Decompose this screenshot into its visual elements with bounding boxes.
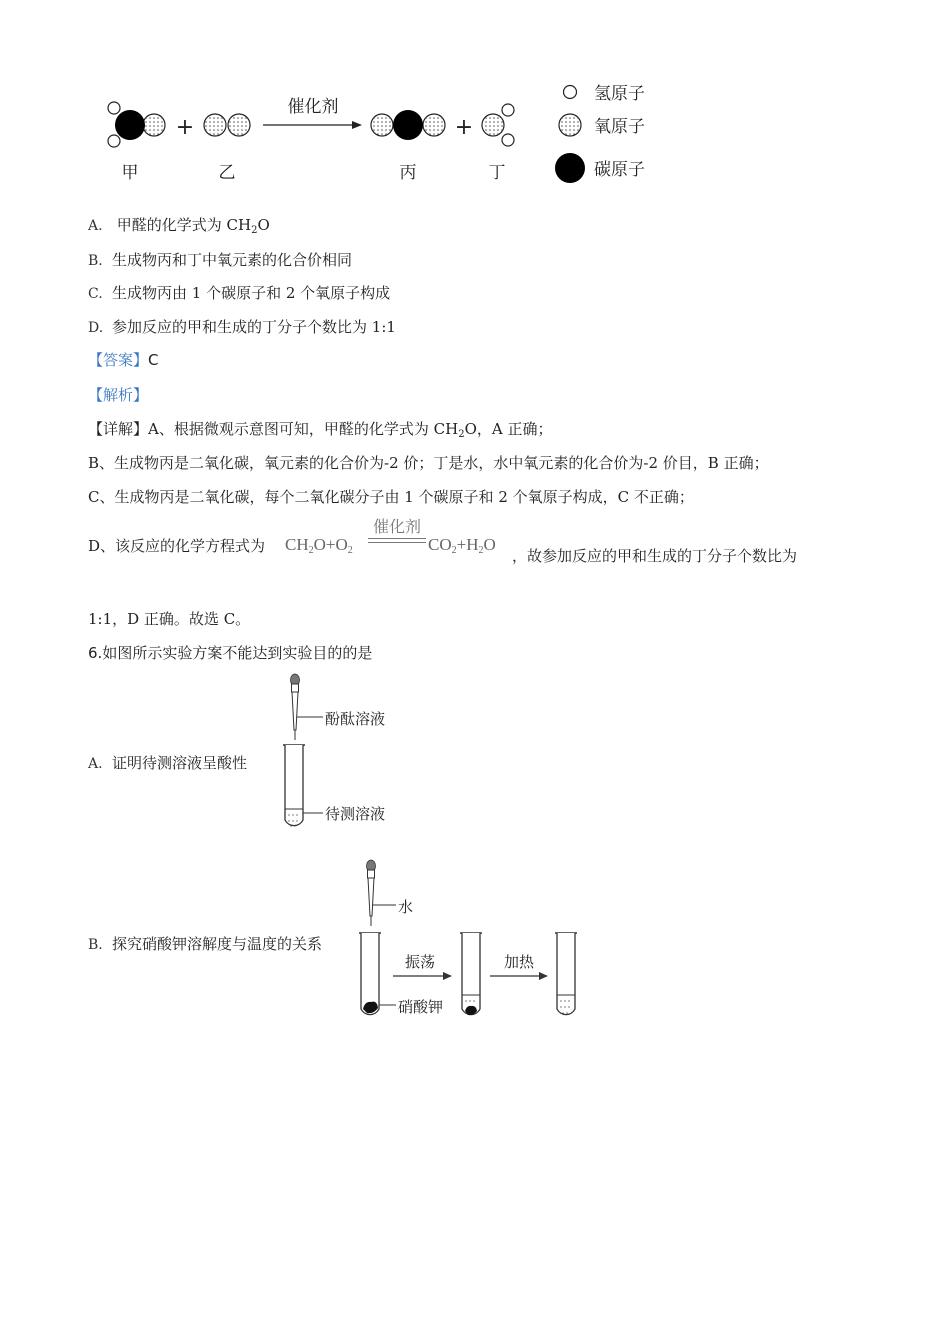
plus-sign-2: + [454, 115, 474, 140]
option-d: D. 参加反应的甲和生成的丁分子个数比为 1:1 [88, 318, 396, 336]
q6-option-a: A. 证明待测溶液呈酸性 [88, 754, 248, 772]
hydrogen-legend-icon [564, 86, 577, 99]
molecule-label-yi: 乙 [218, 163, 236, 183]
equation-condition [368, 517, 426, 543]
potassium-nitrate-label: 硝酸钾 [398, 998, 444, 1016]
dropper-icon [291, 674, 300, 740]
detail-b: B、生成物丙是二氧化碳，氧元素的化合价为-2 价；丁是水，水中氧元素的化合价为-2 价目，B 正确； [88, 454, 769, 472]
detail-c: C、生成物丙是二氧化碳，每个二氧化碳分子由 1 个碳原子和 2 个氧原子构成，C 不正确； [88, 488, 694, 506]
equation-double-line [368, 538, 426, 543]
test-tube-icon [359, 933, 381, 1015]
test-solution-label: 待测溶液 [325, 805, 386, 823]
chemical-equation: $CH_2O+O_2$ [285, 535, 353, 556]
molecule-label-ding: 丁 [488, 163, 506, 183]
formaldehyde-molecule [108, 102, 165, 147]
detail-a: 【详解】A、根据微观示意图可知，甲醛的化学式为 $CH_2O$，A 正确； [88, 420, 553, 440]
shake-label: 振荡 [404, 953, 436, 971]
analysis-tag: 【解析】 [88, 386, 149, 404]
detail-d-cont: ，故参加反应的甲和生成的丁分子个数比为 [512, 547, 798, 565]
option-c: C. 生成物丙由 1 个碳原子和 2 个氧原子构成 [88, 284, 391, 302]
test-tube-icon [555, 933, 577, 1015]
test-tube-icon [283, 745, 305, 826]
reaction-diagram [100, 80, 680, 190]
option-b-diagram [350, 856, 590, 1026]
answer-line [88, 349, 159, 370]
plus-sign-1: + [175, 115, 195, 140]
carbon-dioxide-molecule [371, 110, 445, 140]
heat-label: 加热 [503, 953, 535, 971]
answer-value: C [148, 351, 159, 369]
detail-tag: 【详解】 [88, 420, 149, 438]
q6-option-b: B. 探究硝酸钾溶解度与温度的关系 [88, 935, 323, 953]
molecule-label-bing: 丙 [399, 163, 417, 183]
answer-tag: 【答案】 [88, 351, 149, 369]
test-tube-icon [460, 933, 482, 1015]
carbon-legend-icon [555, 153, 585, 183]
legend-oxygen-label: 氧原子 [594, 117, 645, 137]
phenolphthalein-label: 酚酞溶液 [325, 710, 386, 728]
equation-products: $CO_2+H_2O$ [428, 535, 496, 556]
detail-d: D、该反应的化学方程式为 [88, 537, 266, 555]
q6-stem: 6.如图所示实验方案不能达到实验目的的是 [88, 644, 373, 662]
water-molecule [482, 104, 514, 146]
option-a: A. 甲醛的化学式为 $CH_2O$ [88, 216, 270, 236]
q6-number: 6. [88, 644, 103, 662]
equation-catalyst: 催化剂 [372, 517, 421, 536]
legend-carbon-label: 碳原子 [594, 160, 645, 180]
legend-hydrogen-label: 氢原子 [594, 84, 645, 104]
molecule-label-jia: 甲 [121, 163, 139, 183]
water-label: 水 [398, 898, 414, 916]
catalyst-label: 催化剂 [287, 97, 339, 117]
detail-d-end: 1:1，D 正确。故选 C。 [88, 610, 251, 628]
oxygen-molecule [204, 114, 250, 136]
option-b: B. 生成物丙和丁中氧元素的化合价相同 [88, 251, 353, 269]
dropper-icon [367, 860, 376, 926]
option-a-diagram [275, 672, 415, 837]
